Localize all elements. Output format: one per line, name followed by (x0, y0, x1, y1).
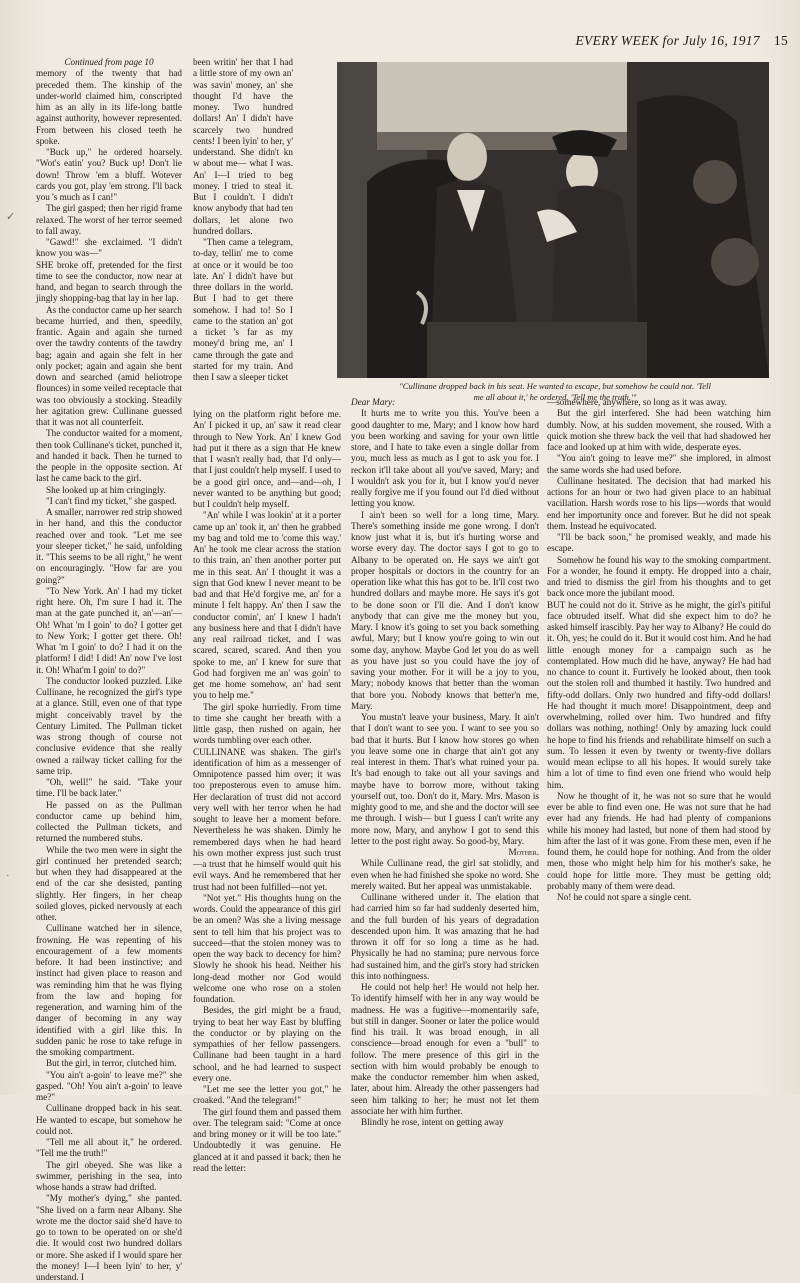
paragraph: "Let me see the letter you got," he croaked. "And the telegram!" (193, 1084, 341, 1106)
paragraph: The girl spoke hurriedly. From time to time she caught her breath with a little gasp, then rushed on again, her words tumbling over each other. (193, 701, 341, 746)
illustration-caption: "Cullinane dropped back in his seat. He wanted to escape, but somehow he could not. 'Tell me all about it,' he ordered. 'Tell me the truth.'" (399, 381, 711, 402)
section-start-paragraph: SHE broke off, pretended for the first time to see the conductor, now near at hand, and began to search through the jingly shopping-bag that lay in her lap. (36, 259, 182, 304)
paragraph: "I'll be back soon," he promised weakly, and made his escape. (547, 532, 771, 554)
paragraph: "An' while I was lookin' at it a porter came up an' took it, an' then he grabbed my bag and told me to 'come this way.' An' he took me clear across the station to this train, an' then another porter put me in this seat. An' I thought it was a sign that God knew I never meant to be bad and that He'd forgive me, an' for a minute I felt happy. An' then I saw the conductor comin', an' I knew I hadn't any business here and that I didn't have any real railroad ticket, and I was scared, scared, scared. And then you spoke to me, an' I knew for sure that God had forgiven me an' was goin' to get me home somehow, an' had sent you to help me." (193, 510, 341, 701)
paragraph: "To New York. An' I had my ticket right here. Oh, I'm sure I had it. The man at the gate punched it, an'—an'— Oh! What 'm I goin' to do? I gotter get to New York; I gotter get there. Oh! What 'm I goin' to do? I had it on the platform! I did! I did! An' now I've lost it. Oh! What'm I goin' to do?" (36, 585, 182, 675)
paragraph: She looked up at him cringingly. (46, 484, 166, 495)
paragraph: Blindly he rose, intent on getting away (361, 1117, 504, 1127)
paragraph: He could not help her! He would not help her. To identify himself with her in any way would be madness. He was a fugitive—momentarily safe, but still in danger. Sooner or later the police would find his trail. It was broad enough, in all conscience—broad enough for even a "bull" to follow. The mere presence of this girl in the section with him would probably be enough to make the conductor remember him when asked, later, about him. Already the other passengers had seen him talking to her; he must not let them associate her with him further. (351, 982, 539, 1116)
paragraph: As the conductor came up her search became hurried, and then, speedily, frantic. Again and again she turned over the tawdry contents of the tawdry bag; again and again she felt in her only pocket; again and again she bent down and searched (amid heliotrope flounces) in some veiled receptacle that was too obviously a stocking. Steadily her agitation grew. Cullinane guessed that it was not all counterfeit. (36, 304, 182, 427)
paragraph: But the girl, in terror, clutched him. (46, 1058, 177, 1069)
header-title: EVERY WEEK for July 16, 1917 (575, 33, 760, 48)
paragraph: Cullinane dropped back in his seat. He wanted to escape, but somehow he could not. (36, 1103, 182, 1136)
paragraph: He passed on as the Pullman conductor came up behind him, collected the Pullman tickets, and returned the numbered stubs. (36, 799, 182, 844)
section-start-paragraph: CULLINANE was shaken. The girl's identification of him as a messenger of Omnipotence passed him over; it was too preposterous even to amuse him. Her declaration of trust did not accord very well with her terror when he had sought to leave her a moment before. Nevertheless he was shaken. Dimly he remembered days when he had heard his own mother express just such trust—a trust that he himself would quit his evil ways. And he remembered that her trust had not been fulfilled—not yet. (193, 746, 341, 892)
paragraph: been writin' her that I had a little store of my own an' was savin' money, an' she thought I'd have the money. Two hundred dollars! An' I didn't have scarcely two hundred cents! I been lyin' to her, y' understand. She didn't kn w about me— what I was. An' I—I tried to beg money. I tried to steal it. But I couldn't. I didn't know anybody that had ten dollars, let alone two hundred dollars. (193, 57, 293, 236)
paragraph: Cullinane watched her in silence, frowning. He was repenting of his encouragement of a few moments before. It had been instinctive; and instinct had given place to reason and was reminding him that he was flying from the law and hoping for regeneration, and warning him of the danger of becoming in any way identified with a girl like this. In sudden panic he rose to take refuge in the smoking compartment. (36, 923, 182, 1057)
paragraph: "You ain't a-goin' to leave me?" she gasped. "Oh! You ain't a-goin' to leave me?" (36, 1069, 182, 1102)
paragraph: memory of the twenty that had preceded them. The kinship of the under-world claimed him, conscripted him as an ally in its life-long battle against authority, however represented. From between his closed teeth he spoke. (36, 68, 182, 146)
section-start-paragraph: BUT he could not do it. Strive as he might, the girl's pitiful face obtruded itself. What did she expect him to do? he asked himself irascibly. Pay her way to Albany? He could do it. Oh, yes; he could do it. But it would cost him. And he had little enough money for a campaign such as he contemplated. How much did he have, anyway? He had had no chance to count it. Furtively he looked about, then took out the stolen roll and thumbed it hastily. Two hundred and fifty-odd dollars. Only two hundred and fifty-odd dollars! He had thought it much more! Disappointment, deep and overwhelming, rolled over him. Two hundred and fifty dollars was nothing, nothing! Only by amazing luck could he hope to find his friends and rehabilitate himself on such a sum. To lessen it even by twenty or twenty-five dollars would mean eclipse to all his hopes. It would surely take him a lot of time to find even one friend who would help him. (547, 599, 771, 790)
paragraph: lying on the platform right before me. An' I picked it up, an' saw it read clear through to New York. An' I knew God had put it there as a sign that He knew that I wasn't really bad, that I'd only— that I just couldn't help myself. I used to be a good girl once, and—and—oh, I never wanted to be anything but good; but I couldn't help myself. (193, 409, 341, 509)
paragraph: A smaller, narrower red strip showed in her hand, and this the conductor reached over and took. "Let me see your sleeper ticket," he said, unfolding it. "This seems to be all right," he went on encouragingly. "How far are you going?" (36, 507, 182, 585)
paragraph: The conductor looked puzzled. Like Cullinane, he recognized the girl's type at a glance. Still, even one of that type might conceivably travel by the Century Limited. The Pullman ticket was strong though of course not conclusive evidence that she really owned a railway ticket calling for the same trip. (36, 675, 182, 776)
paragraph: The girl gasped; then her rigid frame relaxed. The worst of her terror seemed to fall away. (36, 203, 182, 236)
continued-note: Continued from page 10 (64, 57, 154, 67)
paragraph: The girl obeyed. She was like a swimmer, perishing in the sea, into whose hands a straw had drifted. (36, 1159, 182, 1192)
paragraph: "Oh, well!" he said. "Take your time. I'll be back later." (36, 777, 182, 799)
letter-paragraph: It hurts me to write you this. You've been a good daughter to me, Mary; and I know how hard you been working and saving for your own little store, and I hate to take even a single dollar from you, much less as much as I got to ask you for. I reckon it'll take about all you've saved, Mary; and I wouldn't ask you for it, but I know you'd never really forgive me if you found out I'd died without letting you know. (351, 408, 539, 509)
letter-signature: Mother. (508, 847, 539, 857)
illustration-drawing (337, 62, 769, 378)
paragraph: Cullinane withered under it. The elation that had carried him so far had suddenly deserted him, and the full burden of his years of degradation descended upon him. It was amazing that he had thrown it off for so long a time as he had. Physically he had no stamina; pure nervous force had sustained him, and the girl's story had stricken this into nothingness. (351, 892, 539, 981)
paragraph: While Cullinane read, the girl sat stolidly, and even when he had finished she spoke no word. She merely waited. But her appeal was unmistakable. (351, 858, 539, 891)
paragraph: The girl found them and passed them over. The telegram said: "Come at once and bring money or it will be too late." Undoubtedly it was genuine. He glanced at it and passed it back; then he read the letter: (193, 1106, 341, 1173)
column-1 (36, 57, 182, 1282)
paragraph: "You ain't going to leave me?" she implored, in almost the same words she had used before. (547, 453, 771, 475)
paragraph: Somehow he found his way to the smoking compartment. For a wonder, he found it empty. He dropped into a chair, and tried to dismiss the girl from his thoughts and to get back once more the jubilant mood. (547, 554, 771, 599)
paragraph: "Then came a telegram, to-day, tellin' me to come at once or it would be too late. An' I didn't have but three dollars in the world. But I had to get there somehow. I had to! So I came to the station an' got a ticket 's far as my money'd bring me, an' I came through the gate and started for my train. And then I saw a sleeper ticket (193, 237, 293, 382)
column-4 (547, 397, 771, 1087)
margin-mark: · (6, 870, 10, 882)
paragraph: The conductor waited for a moment, then took Cullinane's ticket, punched it, and handed it back. Then he turned to the people in the opposite section. At last he came back to the girl. (36, 428, 182, 484)
paragraph: Besides, the girl might be a fraud, trying to beat her way East by bluffing the conductor or by playing on the sympathies of her fellow passengers. Cullinane had been taught in a hard school, and he had learned to suspect every one. (193, 1005, 341, 1083)
paragraph: "I can't find my ticket," she gasped. (46, 495, 177, 506)
paragraph: No! he could not spare a single cent. (557, 892, 692, 902)
paragraph: Cullinane hesitated. The decision that had marked his actions for an hour or two had given place to an habitual vacillation. Harsh words rose to his lips—words that would end her importunity once and forever. But he did not speak them. Instead he equivocated. (547, 475, 771, 531)
column-3 (351, 397, 539, 1127)
margin-mark: ✓ (6, 211, 16, 223)
letter-paragraph: You mustn't leave your business, Mary. It ain't that I don't want to see you. I want to see you so bad that it hurts. But I know how stores go when you leave some one in charge that ain't got any real interest in them. That's what ruined your pa. It's bad enough to take out all your savings and maybe have to borrow more, without taking yourself out, too. Don't do it, Mary. Mrs. Mason is mighty good to me, and she and the doctor will see me through. I wish— but I guess I can't write any more now, Mary, and anyhow I got to send this letter to the post right away. So good-by, Mary. (351, 712, 539, 846)
page-number: 15 (773, 33, 788, 48)
paragraph: "Tell me all about it," he ordered. "Tell me the truth!" (36, 1137, 182, 1159)
paragraph: But the girl interfered. She had been watching him dumbly. Now, at his sudden movement, she roused. With a quick motion she threw back the veil that had shadowed her face and looked up at him with wide, desperate eyes. (547, 408, 771, 452)
column-2-bottom (193, 409, 341, 1173)
letter-paragraph: I ain't been so well for a long time, Mary. There's something inside me gone wrong. I don't know just what it is, but it's hurting worse and worse every day. The doctor says I got to go to Albany to be operated on. He says we ain't got proper hospitals or doctors in the country for an operation like what this has got to be. It'll cost two hundred dollars and maybe more. He says it's got to be done soon or I'll die. And I don't know anybody that can give me the money but you, Mary. I know it's going to set you back something awful, Mary; but I know you're going to win out some day, anyhow. Maybe God let you do as well as you have just so you could have the joy of saving your mother. For it will be a joy to you, Mary; nobody knows that better than the woman that bore you. Nobody knows that better'n me, Mary. (351, 509, 539, 711)
story-illustration (337, 62, 769, 378)
paragraph: Now he thought of it, he was not so sure that he would ever be able to find even one. He was not sure that he had ever had any friends. He had had plenty of companions while his money had lasted, but none of them had stood by him after the last of it was gone. From these men, even if he found them, he could hope for nothing. And from the older men, those who might help him for his mother's sake, he could hope for little more. They must be getting old; probably many of them were dead. (547, 790, 771, 891)
paragraph: "Buck up," he ordered hoarsely. "Wot's eatin' you? Buck up! Don't lie down! Throw 'em a bluff. Wotever cards you got, play 'em strong. I'll back you 's much as I can!" (36, 147, 182, 202)
paragraph: "Not yet." His thoughts hung on the words. Could the appearance of this girl be an omen? Was she a living message sent to tell him that his project was to succeed—that the stolen money was to open the way back to decency for him? Slowly he shook his head. Neither his long-dead mother nor God would welcome one who rose on a stolen foundation. (193, 892, 341, 1004)
running-header (576, 33, 789, 49)
paragraph: While the two men were in sight the girl continued her pretended search; but when they had disappeared at the end of the car she desisted, panting slightly. Her fingers, in her cheap soiled gloves, picked nervously at each other. (36, 844, 182, 922)
paragraph: "My mother's dying," she panted. "She lived on a farm near Albany. She wrote me the doctor said she'd have to go to town to be operated on or she'd die. It would cost two hundred dollars or more. She asked if I would spare her the money! I—I been lyin' to her, y' understand. I (36, 1193, 182, 1282)
column-2-top (193, 57, 293, 409)
letter-salutation: Dear Mary: (351, 397, 396, 407)
paragraph: "Gawd!" she exclaimed. "I didn't know you was—" (36, 237, 182, 259)
paragraph: —somewhere, anywhere, so long as it was away. (547, 397, 728, 407)
